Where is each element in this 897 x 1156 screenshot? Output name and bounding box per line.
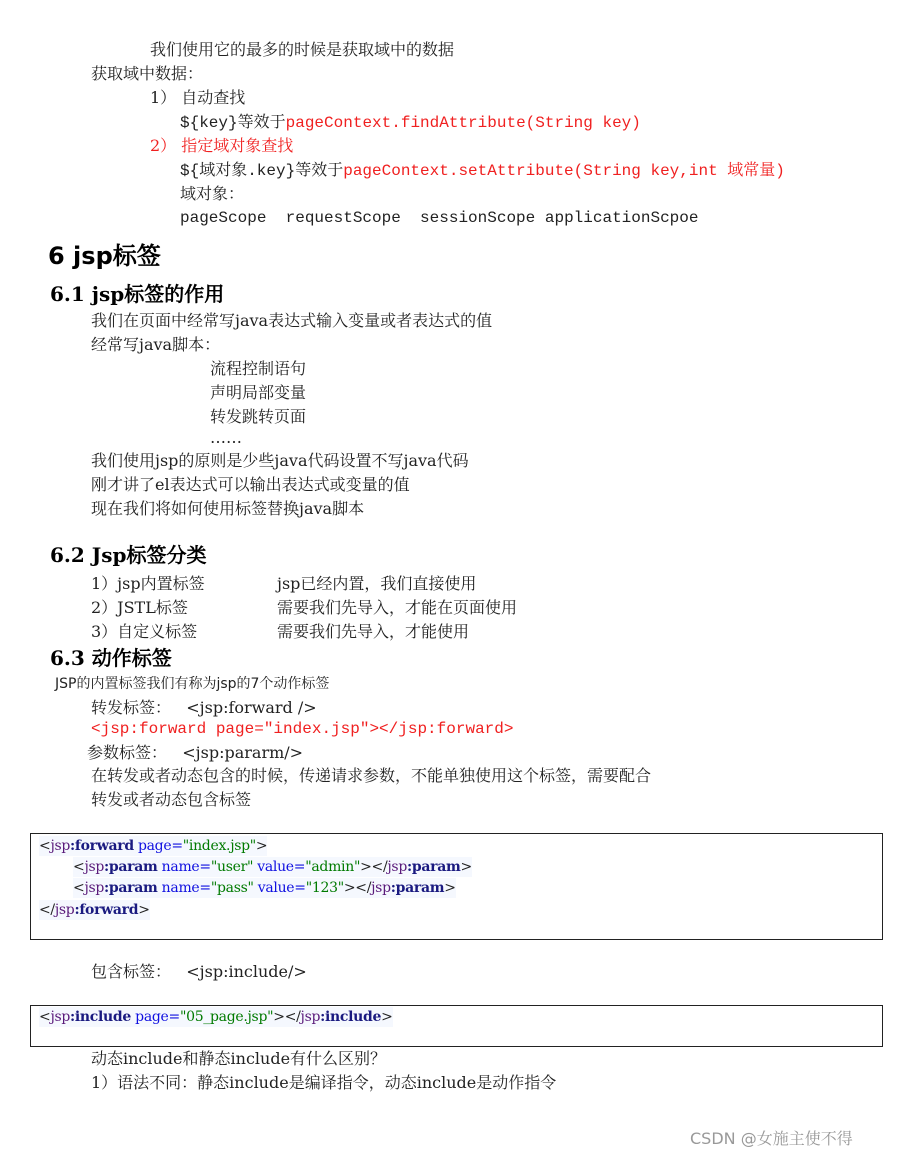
text-line: 现在我们将如何使用标签替换java脚本 [91, 499, 365, 518]
forward-code: <jsp:forward page="index.jsp"></jsp:forward> [91, 720, 514, 738]
scope-label: 域对象： [180, 184, 245, 203]
code-block-include [30, 1005, 883, 1047]
text-line: 1）语法不同：静态include是编译指令，动态include是动作指令 [91, 1073, 557, 1092]
list-item: 声明局部变量 [210, 383, 307, 402]
code-line: <jsp:include page="05_page.jsp"></jsp:include> [39, 1009, 393, 1025]
text-line: 刚才讲了el表达式可以输出表达式或变量的值 [91, 475, 410, 494]
code-block-forward [30, 833, 883, 940]
category-desc: 需要我们先导入，才能在页面使用 [277, 598, 518, 617]
category-name: 1）jsp内置标签 [91, 574, 205, 593]
intro-line: 我们使用它的最多的时候是获取域中的数据 [150, 40, 455, 59]
text-line: 转发或者动态包含标签 [91, 790, 252, 809]
list-item: 流程控制语句 [210, 359, 307, 378]
list-item: …… [210, 428, 242, 447]
heading-6: 6 jsp标签 [48, 242, 161, 270]
expr: ${key}等效于 [180, 114, 286, 132]
category-desc: 需要我们先导入，才能使用 [277, 622, 470, 641]
category-name: 3）自定义标签 [91, 622, 198, 641]
code: pageContext.setAttribute(String key,int 域常量) [343, 162, 785, 180]
include-label: 包含标签： <jsp:include/> [91, 962, 307, 981]
text-line: 动态include和静态include有什么区别？ [91, 1049, 387, 1068]
code-line [180, 112, 641, 133]
heading-6-1: 6.1 jsp标签的作用 [50, 282, 225, 306]
heading-6-3: 6.3 动作标签 [50, 646, 172, 670]
list-item: 2） 指定域对象查找 [150, 136, 294, 155]
text-line: 我们在页面中经常写java表达式输入变量或者表达式的值 [91, 311, 493, 330]
code-line: <jsp:forward page="index.jsp"> [39, 838, 268, 854]
note: JSP的内置标签我们有称为jsp的7个动作标签 [55, 676, 330, 692]
category-name: 2）JSTL标签 [91, 598, 188, 617]
code-line [180, 160, 785, 181]
text-line: 经常写java脚本： [91, 335, 221, 354]
forward-label: 转发标签： <jsp:forward /> [91, 698, 317, 717]
expr: ${域对象.key}等效于 [180, 162, 344, 180]
param-label: 参数标签： <jsp:pararm/> [87, 743, 304, 762]
code: pageContext.findAttribute(String key) [285, 114, 641, 132]
text-line: 在转发或者动态包含的时候，传递请求参数，不能单独使用这个标签，需要配合 [91, 766, 652, 785]
list-item: 1） 自动查找 [150, 88, 246, 107]
list-item: 转发跳转页面 [210, 407, 307, 426]
category-desc: jsp已经内置，我们直接使用 [277, 574, 477, 593]
intro-line: 获取域中数据： [91, 64, 204, 83]
heading-6-2: 6.2 Jsp标签分类 [50, 543, 207, 567]
code-line: </jsp:forward> [39, 902, 150, 918]
watermark: CSDN @女施主使不得 [690, 1129, 853, 1148]
code-line: <jsp:param name="pass" value="123"></jsp:param> [73, 880, 456, 896]
code-line: <jsp:param name="user" value="admin"></jsp:param> [73, 859, 472, 875]
text-line: 我们使用jsp的原则是少些java代码设置不写java代码 [91, 451, 469, 470]
scopes: pageScope requestScope sessionScope applicationScpoe [180, 209, 699, 227]
